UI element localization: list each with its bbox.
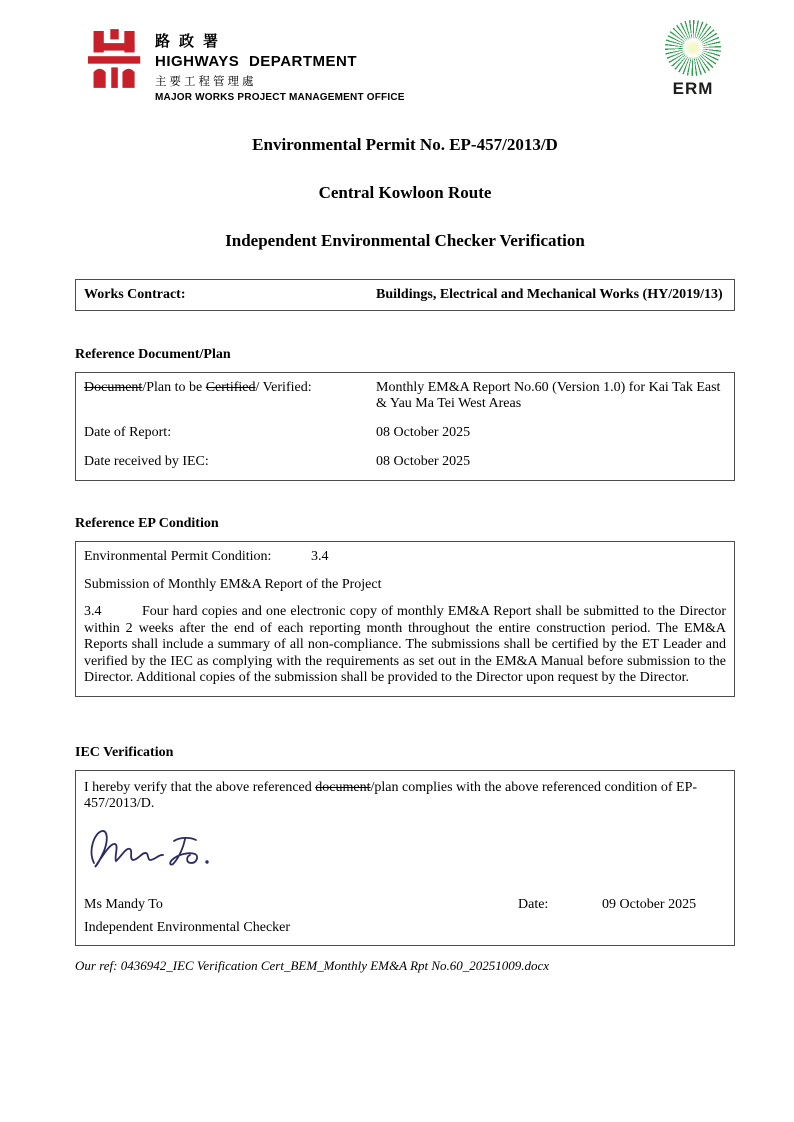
department-text bbox=[155, 28, 405, 103]
reference-ep-heading: Reference EP Condition bbox=[75, 516, 219, 531]
signatory-name: Ms Mandy To bbox=[84, 897, 163, 913]
permit-number-title: Environmental Permit No. EP-457/2013/D bbox=[252, 135, 558, 154]
works-contract-table bbox=[75, 279, 735, 311]
date-value: 09 October 2025 bbox=[602, 897, 697, 913]
table-row bbox=[84, 454, 726, 470]
ep-clause-text: Four hard copies and one electronic copy of monthly EM&A Report shall be submitted to the Director within 2 weeks after the end of each reporting month throughout the entire construction period. The EM&A Reports shall include a summary of all non-compliance. The submissions shall be certified by the ET Leader and verified by the IEC as complying with the requirements as set out in the EM&A Manual before submission to the Director. Additional copies of the submission shall be provided to the Director upon request by the Director. bbox=[84, 604, 726, 686]
date-received-value: 08 October 2025 bbox=[376, 454, 471, 469]
ep-clause-number: 3.4 bbox=[84, 604, 102, 619]
project-title: Central Kowloon Route bbox=[318, 183, 492, 202]
iec-statement-post: /plan complies with the above referenced condition of EP-457/2013/D. bbox=[84, 779, 698, 812]
our-ref-label: Our ref bbox=[75, 958, 114, 974]
doc-label-strike-certified: Certified bbox=[205, 380, 256, 395]
doc-label-mid: /Plan to be bbox=[142, 380, 206, 395]
table-row bbox=[84, 380, 726, 412]
date-label: Date: bbox=[518, 897, 549, 913]
reference-document-table bbox=[75, 372, 735, 481]
iec-verification-heading: IEC Verification bbox=[75, 744, 174, 760]
dept-name-chinese: 路政署 bbox=[155, 33, 228, 50]
doc-plan-value: Monthly EM&A Report No.60 (Version 1.0) for Kai Tak East & Yau Ma Tei West Areas bbox=[376, 380, 721, 411]
office-name-chinese: 主要工程管理處 bbox=[155, 76, 257, 88]
works-contract-value: Buildings, Electrical and Mechanical Works (HY/2019/13) bbox=[376, 287, 723, 302]
signatory-role: Independent Environmental Checker bbox=[84, 920, 291, 936]
erm-block bbox=[665, 20, 721, 99]
our-ref-line bbox=[75, 958, 735, 974]
ep-condition-value: 3.4 bbox=[311, 549, 329, 564]
reference-document-heading: Reference Document/Plan bbox=[75, 347, 231, 362]
iec-statement-pre: I hereby verify that the above referenced bbox=[84, 779, 316, 795]
doc-label-end: / Verified: bbox=[255, 380, 312, 395]
erm-wordmark: ERM bbox=[672, 79, 714, 98]
signatory-row bbox=[84, 897, 726, 913]
iec-statement-strike-document: document bbox=[315, 779, 371, 795]
table-row bbox=[84, 425, 726, 441]
verification-title: Independent Environmental Checker Verification bbox=[225, 231, 585, 250]
ep-condition-row bbox=[84, 549, 726, 565]
ep-submission-line: Submission of Monthly EM&A Report of the Project bbox=[84, 577, 382, 592]
date-of-report-label: Date of Report: bbox=[84, 425, 172, 440]
title-block bbox=[75, 135, 735, 251]
works-contract-label: Works Contract: bbox=[84, 287, 186, 302]
date-received-label: Date received by IEC: bbox=[84, 454, 209, 469]
doc-label-strike-document: Document bbox=[84, 380, 143, 395]
header bbox=[75, 28, 735, 103]
highways-department-block bbox=[87, 28, 405, 103]
iec-verification-box bbox=[75, 770, 735, 947]
ep-condition-label: Environmental Permit Condition: bbox=[84, 549, 272, 564]
date-of-report-value: 08 October 2025 bbox=[376, 425, 471, 440]
reference-ep-table bbox=[75, 541, 735, 697]
dept-name-english: HIGHWAYS DEPARTMENT bbox=[155, 53, 358, 70]
doc-plan-label bbox=[84, 380, 376, 412]
iec-statement bbox=[84, 780, 726, 814]
highways-department-logo-icon bbox=[87, 28, 143, 90]
office-name-english: MAJOR WORKS PROJECT MANAGEMENT OFFICE bbox=[155, 92, 405, 103]
ep-clause-paragraph bbox=[84, 604, 726, 687]
signature-image bbox=[86, 825, 726, 877]
our-ref-value: : 0436942_IEC Verification Cert_BEM_Monthly EM&A Rpt No.60_20251009.docx bbox=[113, 958, 550, 974]
erm-logo-icon bbox=[665, 20, 721, 76]
